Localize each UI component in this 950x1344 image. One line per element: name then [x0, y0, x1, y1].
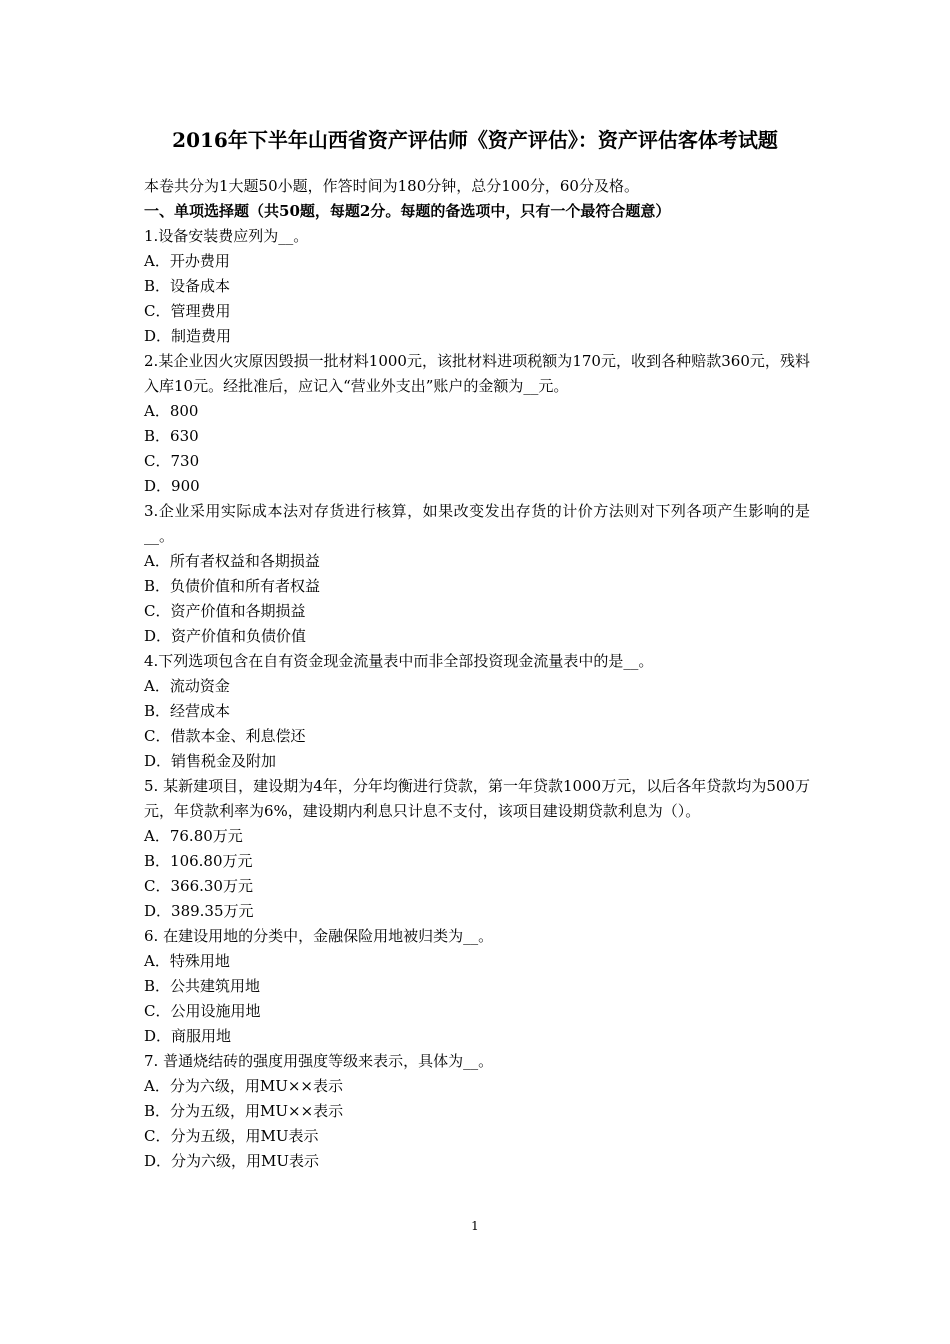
option-b: B．公共建筑用地: [144, 977, 261, 995]
option-b: B．分为五级，用MU××表示: [144, 1102, 344, 1120]
question-block: [144, 349, 810, 499]
question-stem: 4.下列选项包含在自有资金现金流量表中而非全部投资现金流量表中的是__。: [144, 652, 654, 670]
option-a: A．800: [144, 402, 199, 420]
option-b: B．106.80万元: [144, 852, 253, 870]
document-body: [144, 174, 810, 1174]
question-stem: 5. 某新建项目，建设期为4年，分年均衡进行贷款，第一年贷款1000万元，以后各年贷款均为500万元，年贷款利率为6%，建设期内利息只计息不支付，该项目建设期贷款利息为（）。: [144, 777, 810, 820]
option-b: B．设备成本: [144, 277, 231, 295]
option-d: D．制造费用: [144, 327, 232, 345]
question-stem: 7. 普通烧结砖的强度用强度等级来表示，具体为__。: [144, 1052, 494, 1070]
option-c: C．366.30万元: [144, 877, 253, 895]
document-title: 2016年下半年山西省资产评估师《资产评估》：资产评估客体考试题: [172, 128, 778, 152]
option-c: C．分为五级，用MU表示: [144, 1127, 319, 1145]
option-a: A．分为六级，用MU××表示: [144, 1077, 343, 1095]
option-d: D．389.35万元: [144, 902, 254, 920]
section-heading: 一、单项选择题（共50题，每题2分。每题的备选项中，只有一个最符合题意）: [144, 202, 671, 220]
option-c: C．借款本金、利息偿还: [144, 727, 306, 745]
option-b: B．630: [144, 427, 199, 445]
question-block: [144, 924, 810, 1049]
exam-intro: 本卷共分为1大题50小题，作答时间为180分钟，总分100分，60分及格。: [144, 177, 639, 195]
question-block: [144, 499, 810, 649]
option-d: D．资产价值和负债价值: [144, 627, 307, 645]
option-c: C．公用设施用地: [144, 1002, 261, 1020]
option-d: D．商服用地: [144, 1027, 232, 1045]
option-a: A．特殊用地: [144, 952, 230, 970]
question-stem: 6. 在建设用地的分类中，金融保险用地被归类为__。: [144, 927, 494, 945]
option-c: C．管理费用: [144, 302, 231, 320]
option-c: C．730: [144, 452, 200, 470]
option-d: D．900: [144, 477, 200, 495]
option-b: B．经营成本: [144, 702, 231, 720]
option-a: A．开办费用: [144, 252, 230, 270]
question-block: [144, 774, 810, 924]
option-a: A．76.80万元: [144, 827, 243, 845]
question-stem: 2.某企业因火灾原因毁损一批材料1000元，该批材料进项税额为170元，收到各种赔款360元，残料入库10元。经批准后，应记入“营业外支出”账户的金额为__元。: [144, 352, 810, 395]
question-block: [144, 649, 810, 774]
option-b: B．负债价值和所有者权益: [144, 577, 321, 595]
page-number: 1: [471, 1219, 479, 1233]
question-block: [144, 1049, 810, 1174]
option-a: A．所有者权益和各期损益: [144, 552, 320, 570]
option-c: C．资产价值和各期损益: [144, 602, 306, 620]
option-a: A．流动资金: [144, 677, 230, 695]
option-d: D．销售税金及附加: [144, 752, 277, 770]
option-d: D．分为六级，用MU表示: [144, 1152, 320, 1170]
question-stem: 3.企业采用实际成本法对存货进行核算，如果改变发出存货的计价方法则对下列各项产生影响的是__。: [144, 502, 810, 545]
question-block: [144, 224, 810, 349]
question-stem: 1.设备安装费应列为__。: [144, 227, 309, 245]
